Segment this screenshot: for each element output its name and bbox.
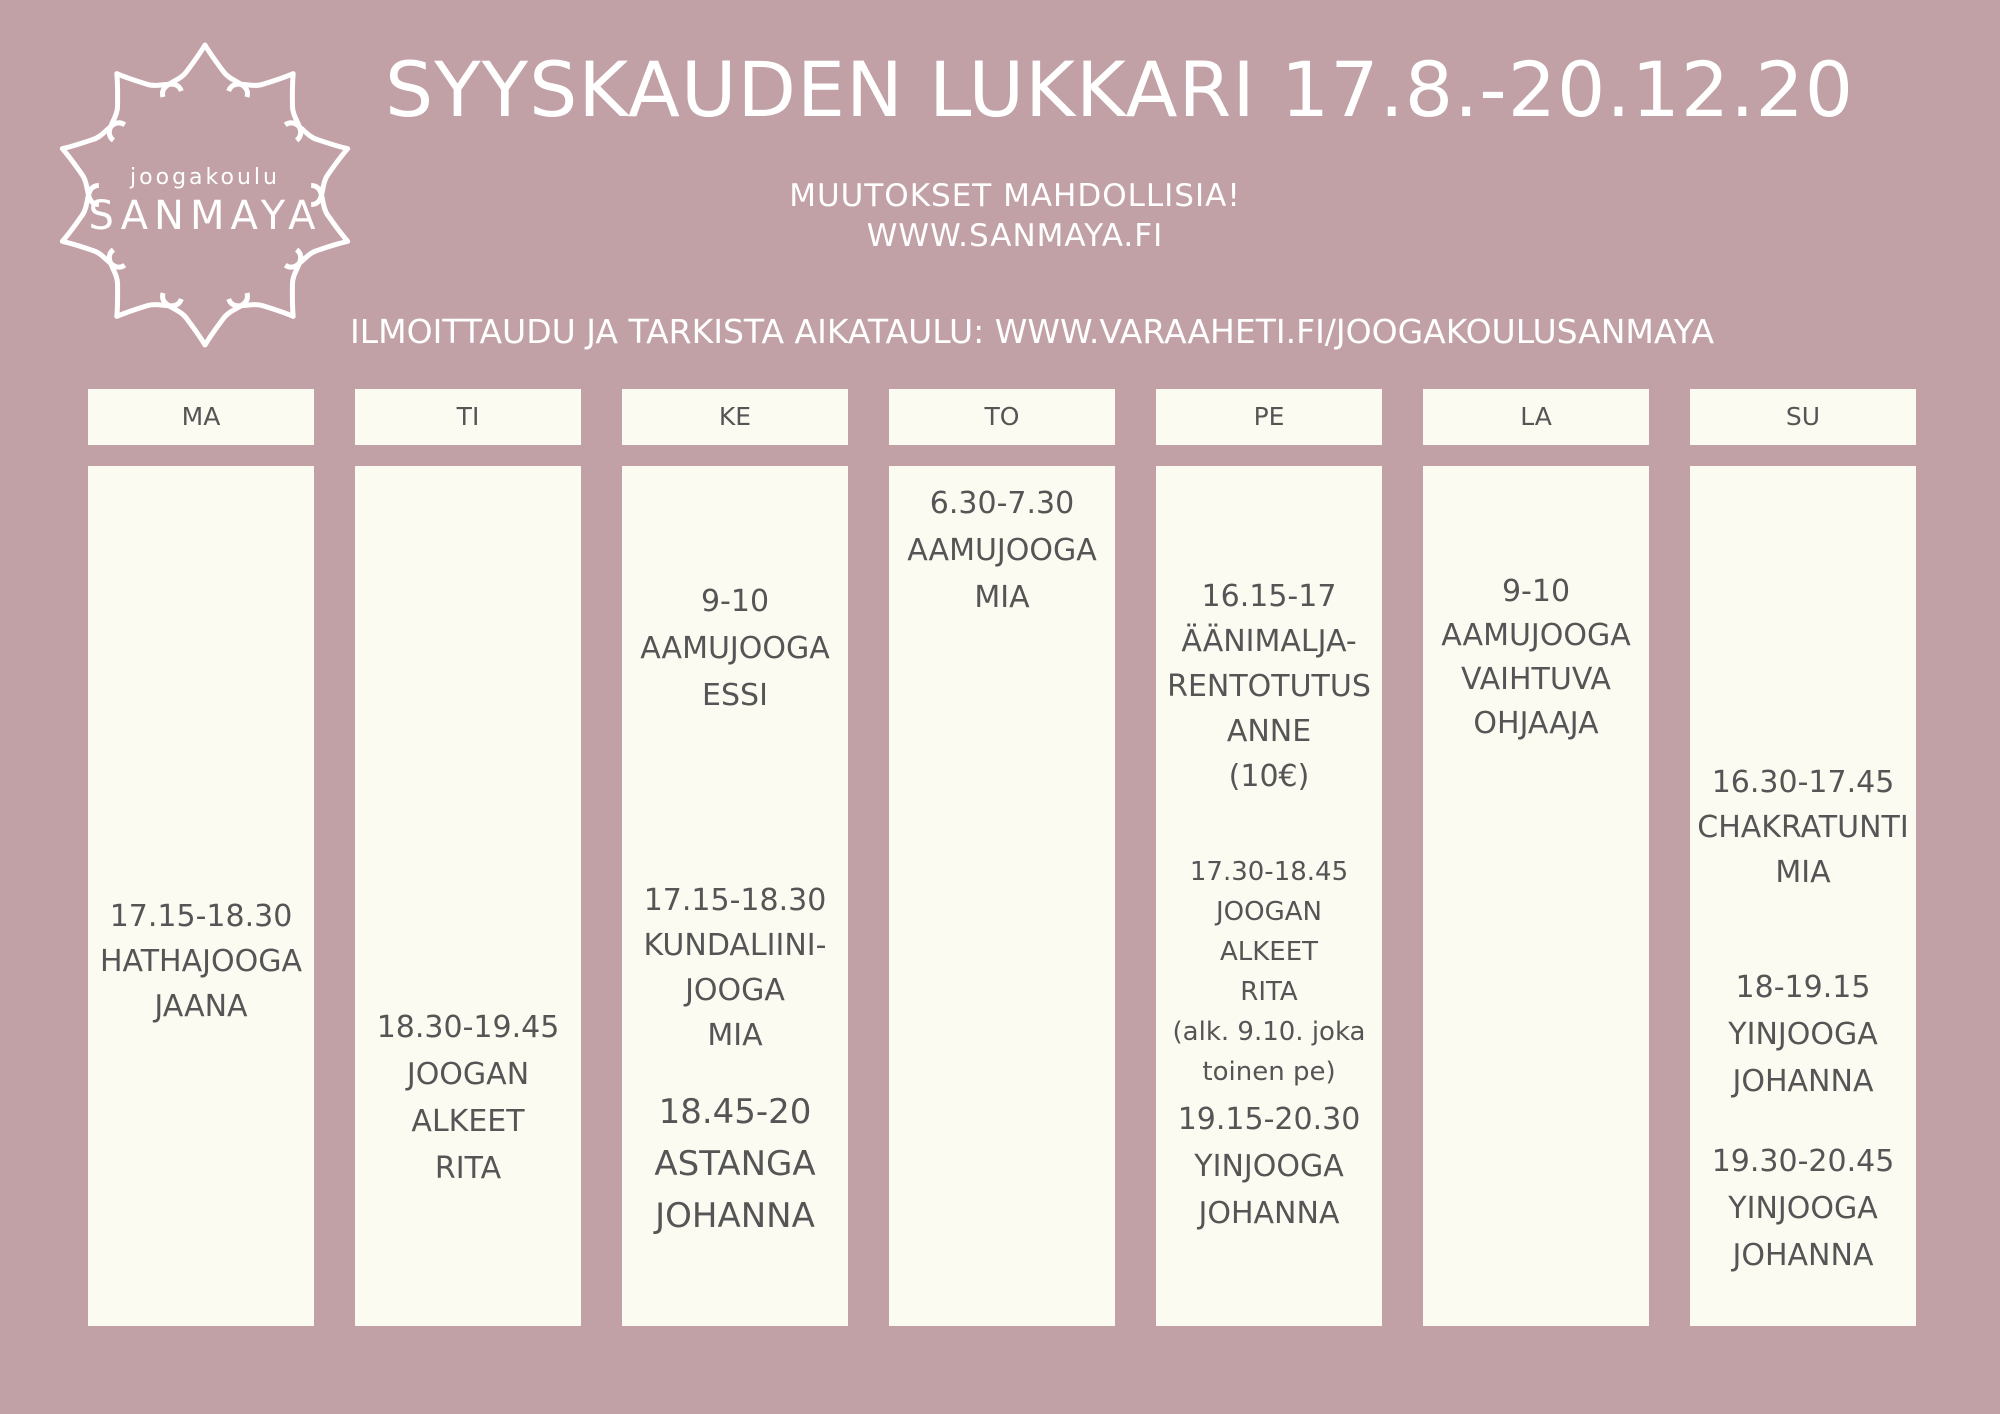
class-teacher: ANNE (1226, 714, 1312, 749)
class-block (1684, 1138, 1922, 1279)
day-header-ti: TI (355, 389, 581, 445)
class-name: ALKEET (411, 1104, 525, 1139)
class-teacher: JAANA (154, 989, 248, 1024)
class-time: 6.30-7.30 (929, 486, 1075, 521)
day-header-ma: MA (88, 389, 314, 445)
class-name: YINJOOGA (1728, 1017, 1878, 1052)
class-name: RENTOTUTUS (1167, 669, 1371, 704)
class-teacher: MIA (707, 1018, 763, 1053)
class-time: 18-19.15 (1735, 970, 1871, 1005)
class-teacher: MIA (1775, 855, 1831, 890)
class-time: 16.30-17.45 (1711, 765, 1895, 800)
class-name: YINJOOGA (1194, 1149, 1344, 1184)
class-time: 19.15-20.30 (1177, 1102, 1361, 1137)
class-block (1150, 852, 1388, 1092)
day-header-la: LA (1423, 389, 1649, 445)
class-teacher: RITA (1240, 977, 1298, 1007)
class-teacher: MIA (974, 580, 1030, 615)
class-name: ÄÄNIMALJA- (1181, 624, 1357, 659)
class-block (1417, 570, 1655, 746)
class-time: 9-10 (700, 584, 770, 619)
class-teacher: OHJAAJA (1473, 706, 1599, 741)
class-time: 18.30-19.45 (376, 1010, 560, 1045)
class-name: AAMUJOOGA (1441, 618, 1631, 653)
class-block (349, 1004, 587, 1192)
class-block (1684, 964, 1922, 1105)
class-time: 19.30-20.45 (1711, 1144, 1895, 1179)
signup-link[interactable]: ILMOITTAUDU JA TARKISTA AIKATAULU: WWW.VARAAHETI.FI/JOOGAKOULUSANMAYA (350, 312, 1715, 351)
logo-name: SANMAYA (88, 193, 322, 239)
class-name: ALKEET (1219, 937, 1319, 967)
class-time: 9-10 (1501, 574, 1571, 609)
changes-notice: MUUTOKSET MAHDOLLISIA! (789, 178, 1241, 214)
class-teacher: VAIHTUVA (1461, 662, 1611, 697)
class-block (616, 1086, 854, 1242)
sanmaya-logo (50, 35, 360, 355)
class-block (883, 480, 1121, 621)
class-teacher: JOHANNA (1732, 1064, 1874, 1099)
class-block (82, 894, 320, 1029)
class-time: 16.15-17 (1201, 579, 1337, 614)
class-block (1150, 574, 1388, 799)
day-column-ke (622, 466, 848, 1326)
day-header-su: SU (1690, 389, 1916, 445)
class-note: toinen pe) (1202, 1057, 1336, 1087)
class-teacher: JOHANNA (655, 1196, 815, 1236)
class-price: (10€) (1228, 759, 1310, 794)
class-teacher: JOHANNA (1198, 1196, 1340, 1231)
class-time: 18.45-20 (658, 1092, 812, 1132)
day-column-pe (1156, 466, 1382, 1326)
class-name: AAMUJOOGA (907, 533, 1097, 568)
day-header-pe: PE (1156, 389, 1382, 445)
class-teacher: RITA (434, 1151, 502, 1186)
class-time: 17.15-18.30 (109, 899, 293, 934)
class-block (616, 878, 854, 1058)
class-name: JOOGAN (406, 1057, 530, 1092)
class-name: CHAKRATUNTI (1697, 810, 1909, 845)
class-name: KUNDALIINI- (643, 928, 827, 963)
day-header-ke: KE (622, 389, 848, 445)
class-name: JOOGAN (1216, 897, 1322, 927)
class-block (1150, 1096, 1388, 1237)
day-header-to: TO (889, 389, 1115, 445)
website-link[interactable]: WWW.SANMAYA.FI (866, 218, 1164, 254)
class-name: YINJOOGA (1728, 1191, 1878, 1226)
day-column-to (889, 466, 1115, 1326)
day-column-ma (88, 466, 314, 1326)
class-name: ASTANGA (654, 1144, 816, 1184)
class-name: HATHAJOOGA (99, 944, 302, 979)
day-column-la (1423, 466, 1649, 1326)
day-column-ti (355, 466, 581, 1326)
class-note: (alk. 9.10. joka (1172, 1017, 1366, 1047)
class-name: JOOGA (685, 973, 785, 1008)
class-block (1684, 760, 1922, 895)
class-teacher: JOHANNA (1732, 1238, 1874, 1273)
class-time: 17.30-18.45 (1189, 857, 1349, 887)
page-title: SYYSKAUDEN LUKKARI 17.8.-20.12.20 (385, 45, 1855, 134)
class-teacher: ESSI (702, 678, 768, 713)
class-time: 17.15-18.30 (643, 883, 827, 918)
class-block (616, 578, 854, 719)
logo-subtitle: joogakoulu (130, 165, 280, 190)
class-name: AAMUJOOGA (640, 631, 830, 666)
day-column-su (1690, 466, 1916, 1326)
